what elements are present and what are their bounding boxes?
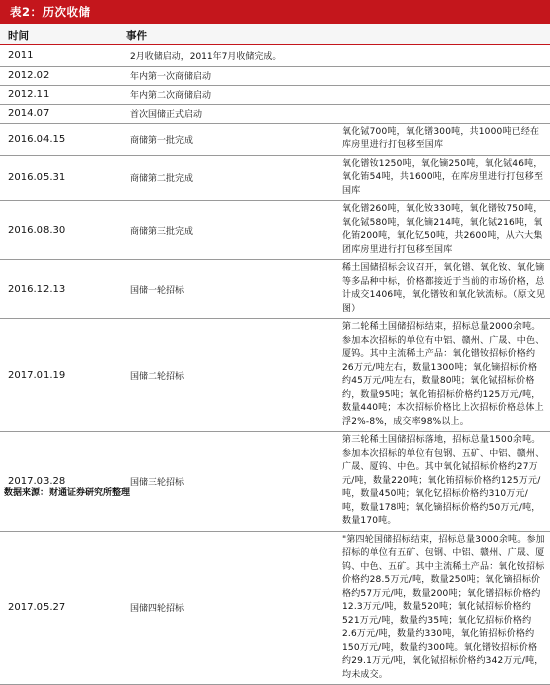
row-time: 2016.12.13 (0, 260, 126, 319)
row-time: 2017.03.28 (0, 432, 126, 532)
row-time: 2012.02 (0, 66, 126, 85)
row-event: 国储二轮招标 (126, 319, 338, 432)
row-time: 2016.05.31 (0, 155, 126, 201)
row-time: 2016.08.30 (0, 201, 126, 260)
row-event: 国储三轮招标 (126, 432, 338, 532)
table-row (0, 432, 550, 532)
row-desc: 氧化镨钕1250吨，氧化镝250吨，氧化铽46吨，氧化铕54吨，共1600吨，在库房里进行打包移至国库 (338, 155, 550, 201)
row-desc: 稀土国储招标会议召开，氧化镨、氧化钕、氧化镝等多品种中标，价格都接近于当前的市场价格，总计成交1406吨，氧化镨钕和氧化钬流标。（原文见图） (338, 260, 550, 319)
table-row (0, 531, 550, 685)
row-desc: 首次国储正式启动 (126, 104, 550, 123)
events-table (0, 45, 550, 685)
row-desc: 氧化镨260吨，氧化钕330吨，氧化镨钕750吨，氧化铽580吨，氧化镝214吨，氧化铽216吨，氧化铕200吨，氧化钇50吨，共2600吨，从六大集团库房里进行打包移至国库 (338, 201, 550, 260)
row-desc: 氧化铽700吨，氧化镨300吨，共1000吨已经在库房里进行打包移至国库 (338, 123, 550, 155)
table-row (0, 260, 550, 319)
table-row (0, 104, 550, 123)
row-time: 2017.01.19 (0, 319, 126, 432)
row-time: 2014.07 (0, 104, 126, 123)
row-desc: 年内第二次商储启动 (126, 85, 550, 104)
row-desc: 2月收储启动，2011年7月收储完成。 (126, 45, 550, 66)
table-row (0, 319, 550, 432)
row-desc: "第四轮国储招标结束，招标总量3000余吨。参加招标的单位有五矿、包钢、中铝、赣州、广晟、厦钨、中色、五矿。其中主流稀土产品：氧化钕招标价格约28.5万元/吨，数量250吨；氧化镝招标价格约57万元/吨，数量200吨；氧化镨招标价格约12.3万元/吨，数量520吨；氧化铽招标价格约521万元/吨，数量约35吨；氧化钇招标价格约2.6万元/吨，数量约330吨，氧化铕招标价格约150万元/吨，数量约300吨。氧化镨钕招标价格约29.1万元/吨，氧化铽招标价格约342万元/吨，均未成交。 (338, 531, 550, 685)
table-title-bar (0, 0, 550, 24)
row-event: 商储第三批完成 (126, 201, 338, 260)
table-title: 表2：历次收储 (10, 5, 91, 19)
table-row (0, 85, 550, 104)
row-event: 国储一轮招标 (126, 260, 338, 319)
row-event: 商储第二批完成 (126, 155, 338, 201)
header-time: 时间 (8, 30, 29, 42)
row-desc: 第二轮稀土国储招标结束，招标总量2000余吨。参加本次招标的单位有中铝、赣州、广晟、中色、厦钨。其中主流稀土产品：氧化镨钕招标价格约26万元/吨左右，数量1300吨；氧化镝招标价格约45万元/吨左右，数量80吨；氧化铽招标价格约，数量95吨；氧化铕招标价格约125万元/吨，数量440吨；本次招标价格比上次招标价格总体上浮2%-8%，成交率98%以上。 (338, 319, 550, 432)
row-time: 2016.04.15 (0, 123, 126, 155)
table-row (0, 66, 550, 85)
row-desc: 第三轮稀土国储招标落地，招标总量1500余吨。参加本次招标的单位有包钢、五矿、中铝、赣州、广晟、厦钨、中色。其中氧化铽招标价格约27万元/吨，数量220吨；氧化铕招标价格约125万元/吨，数量450吨；氧化钇招标价格约310万元/吨，数量178吨；氧化镝招标价格约50万元/吨，数量170吨。 (338, 432, 550, 532)
row-time: 2017.05.27 (0, 531, 126, 685)
row-event: 国储四轮招标 (126, 531, 338, 685)
table-row (0, 45, 550, 66)
row-event: 商储第一批完成 (126, 123, 338, 155)
table-row (0, 201, 550, 260)
row-time: 2012.11 (0, 85, 126, 104)
table-row (0, 123, 550, 155)
source-note: 数据来源：财通证券研究所整理 (4, 488, 131, 498)
row-time: 2011 (0, 45, 126, 66)
table-header (0, 24, 550, 45)
header-event: 事件 (126, 30, 147, 42)
row-desc: 年内第一次商储启动 (126, 66, 550, 85)
table-row (0, 155, 550, 201)
